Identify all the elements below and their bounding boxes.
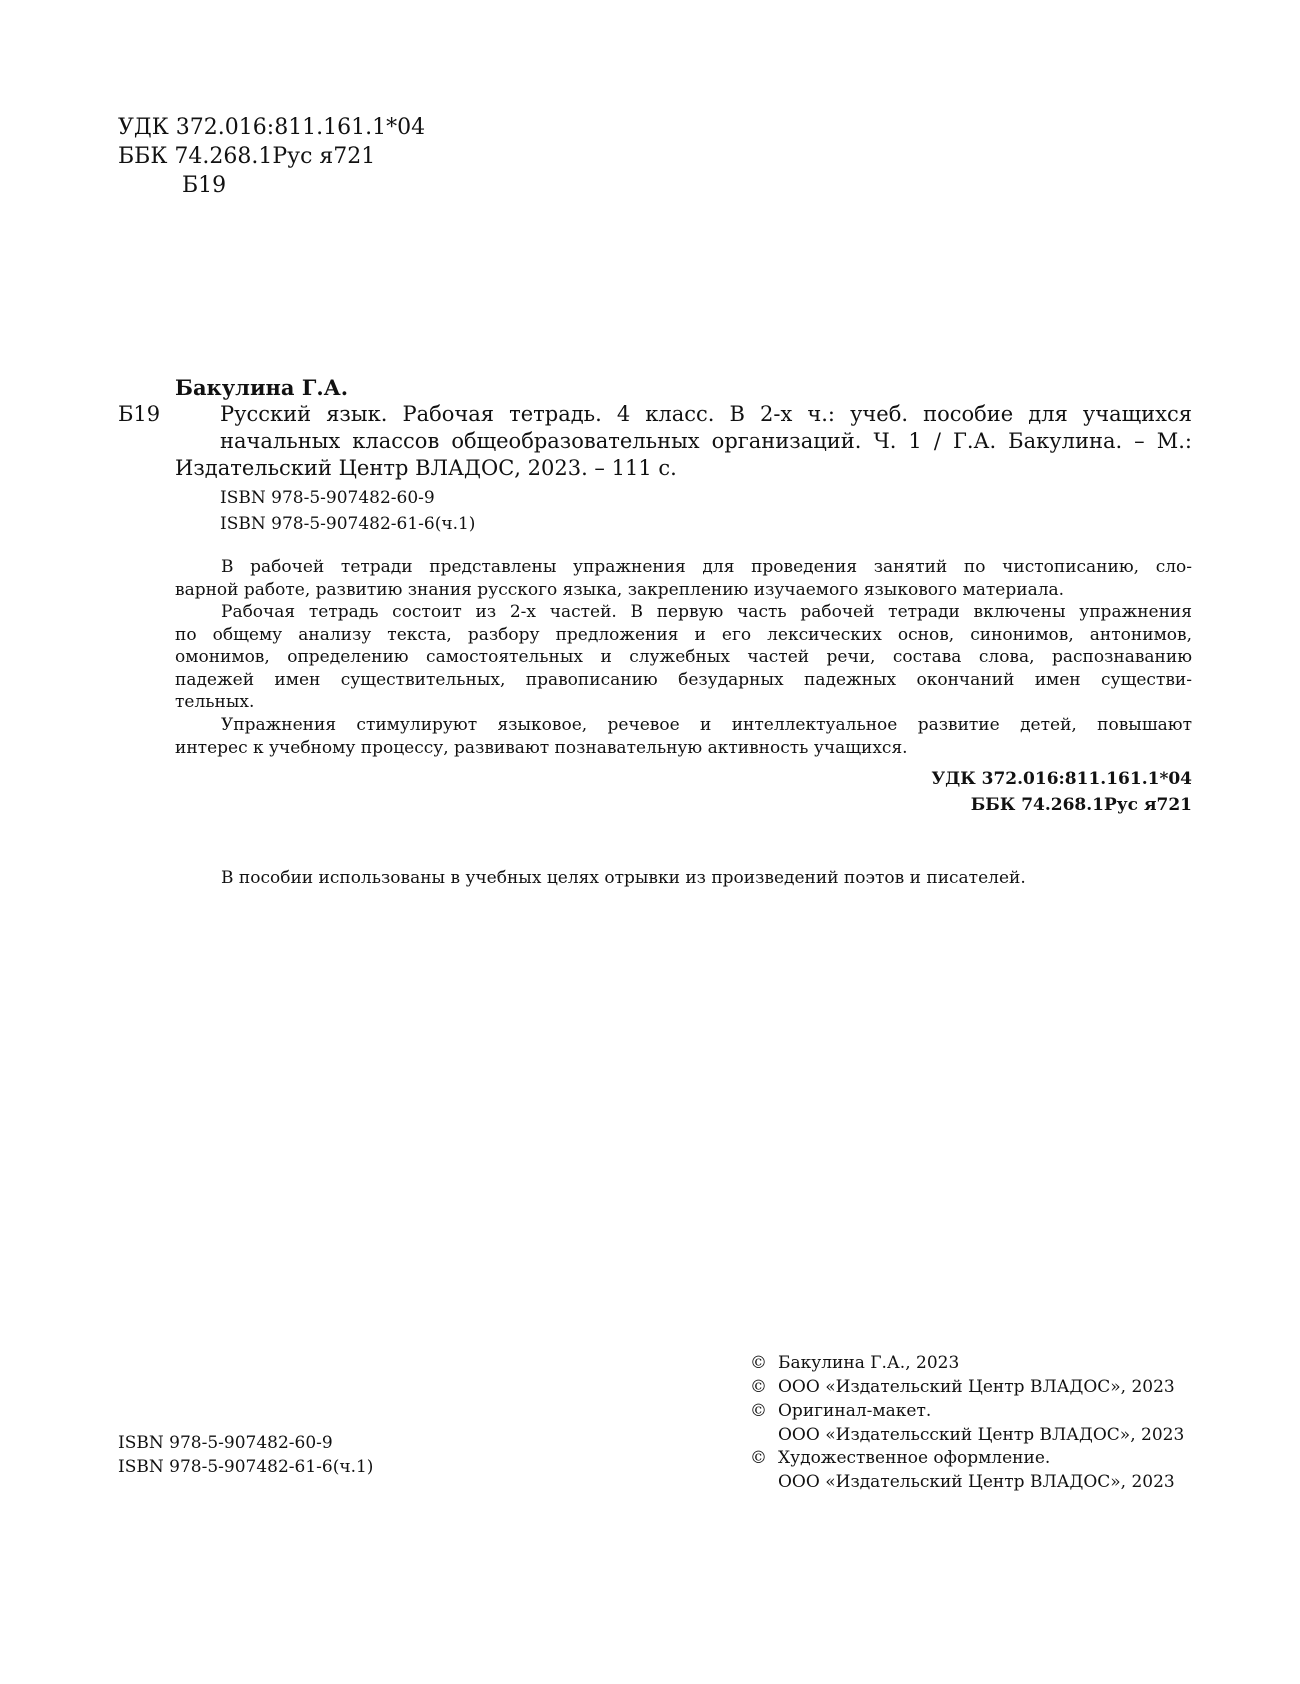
annotation-line: Рабочая тетрадь состоит из 2-х частей. В первую часть рабочей тетради включены упражнения [221,602,1192,622]
citation-isbn-2: ISBN 978-5-907482-61-6(ч.1) [220,514,476,534]
copyright-symbol: © [750,1401,767,1421]
annotation-line: интерес к учебному процессу, развивают познавательную активность учащихся. [175,737,908,758]
udk-header: УДК 372.016:811.161.1*04 [118,115,426,140]
copyright-line: Бакулина Г.А., 2023 [778,1353,960,1373]
udk-annotation: УДК 372.016:811.161.1*04 [931,769,1192,789]
citation-code: Б19 [118,402,161,426]
annotation-line: варной работе, развитию знания русского языка, закреплению изучаемого языкового материала. [175,579,1065,600]
copyright-symbol: © [750,1353,767,1373]
annotation-paragraph-2 [175,601,1192,714]
bbk-header: ББК 74.268.1Рус я721 [118,144,376,169]
annotation-line: тельных. [175,692,255,712]
copyright-line: Художественное оформление. [778,1448,1051,1468]
footer-isbn-1: ISBN 978-5-907482-60-9 [118,1433,333,1453]
citation-description [220,401,1192,455]
annotation-line: В рабочей тетради представлены упражнения для проведения занятий по чистописанию, сло- [221,557,1192,577]
annotation-paragraph-1 [175,556,1192,601]
citation-isbn-1: ISBN 978-5-907482-60-9 [220,488,435,508]
copyright-line: ООО «Издательсский Центр ВЛАДОС», 2023 [778,1425,1185,1445]
author-mark-header: Б19 [182,173,227,198]
annotation-line: по общему анализу текста, разбору предложения и его лексических основ, синонимов, антонимов, [175,624,1192,645]
footer-isbn-2: ISBN 978-5-907482-61-6(ч.1) [118,1457,374,1477]
citation-line: начальных классов общеобразовательных организаций. Ч. 1 / Г.А. Бакулина. – М.: [220,429,1192,453]
annotation-paragraph-3 [175,714,1192,759]
bbk-annotation: ББК 74.268.1Рус я721 [970,795,1192,815]
copyright-line: ООО «Издательский Центр ВЛАДОС», 2023 [778,1377,1175,1397]
copyright-line: Оригинал-макет. [778,1401,932,1421]
annotation-line: падежей имен существительных, правописанию безударных падежных окончаний имен существи- [175,669,1192,690]
copyright-symbol: © [750,1377,767,1397]
citation-author: Бакулина Г.А. [175,375,349,400]
copyright-symbol: © [750,1448,767,1468]
citation-line: Русский язык. Рабочая тетрадь. 4 класс. В 2-х ч.: учеб. пособие для учащихся [220,402,1192,426]
copyright-line: ООО «Издательский Центр ВЛАДОС», 2023 [778,1472,1175,1492]
citation-line: Издательский Центр ВЛАДОС, 2023. – 111 с. [175,456,677,480]
annotation-line: омонимов, определению самостоятельных и служебных частей речи, состава слова, распознаванию [175,647,1192,667]
usage-note: В пособии использованы в учебных целях отрывки из произведений поэтов и писателей. [221,868,1026,888]
annotation-line: Упражнения стимулируют языковое, речевое и интеллектуальное развитие детей, повышают [221,715,1192,735]
